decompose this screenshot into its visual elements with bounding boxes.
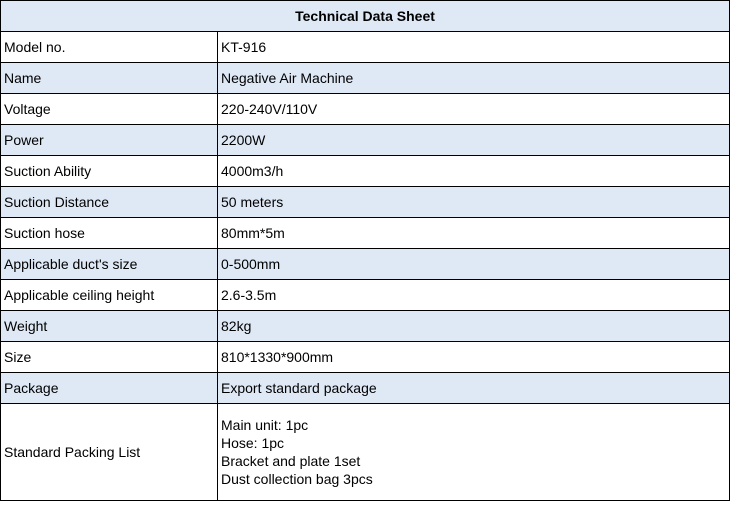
row-value: 80mm*5m [218, 218, 730, 249]
row-value: 2200W [218, 125, 730, 156]
table-row-voltage [1, 94, 730, 125]
row-value: 82kg [218, 311, 730, 342]
table-row-model [1, 32, 730, 63]
row-value: 220-240V/110V [218, 94, 730, 125]
table-title: Technical Data Sheet [1, 1, 730, 32]
table-row-duct-size [1, 249, 730, 280]
table-row-suction-hose [1, 218, 730, 249]
row-label: Name [1, 63, 218, 94]
packing-list-item: Dust collection bag 3pcs [221, 471, 373, 487]
table-row-packing-list [1, 404, 730, 501]
table-row-suction-ability [1, 156, 730, 187]
table-row-suction-distance [1, 187, 730, 218]
row-value: Negative Air Machine [218, 63, 730, 94]
row-label: Suction Ability [1, 156, 218, 187]
row-value: Export standard package [218, 373, 730, 404]
row-value: 4000m3/h [218, 156, 730, 187]
packing-list-item: Bracket and plate 1set [221, 453, 361, 469]
table-title-row [1, 1, 730, 32]
row-label: Suction hose [1, 218, 218, 249]
row-label: Suction Distance [1, 187, 218, 218]
row-label: Package [1, 373, 218, 404]
row-value: 810*1330*900mm [218, 342, 730, 373]
table-row-weight [1, 311, 730, 342]
table-row-name [1, 63, 730, 94]
row-label: Applicable ceiling height [1, 280, 218, 311]
row-label: Power [1, 125, 218, 156]
table-row-ceiling-height [1, 280, 730, 311]
row-label: Standard Packing List [1, 404, 218, 501]
row-label: Weight [1, 311, 218, 342]
table-row-package [1, 373, 730, 404]
packing-list-item: Hose: 1pc [221, 435, 285, 451]
row-value: 2.6-3.5m [218, 280, 730, 311]
row-label: Voltage [1, 94, 218, 125]
table-row-size [1, 342, 730, 373]
table-row-power [1, 125, 730, 156]
row-value: 0-500mm [218, 249, 730, 280]
row-label: Model no. [1, 32, 218, 63]
row-label: Size [1, 342, 218, 373]
row-value: 50 meters [218, 187, 730, 218]
row-value: KT-916 [218, 32, 730, 63]
row-label: Applicable duct's size [1, 249, 218, 280]
packing-list-item: Main unit: 1pc [221, 417, 309, 433]
packing-list-items [218, 404, 730, 501]
